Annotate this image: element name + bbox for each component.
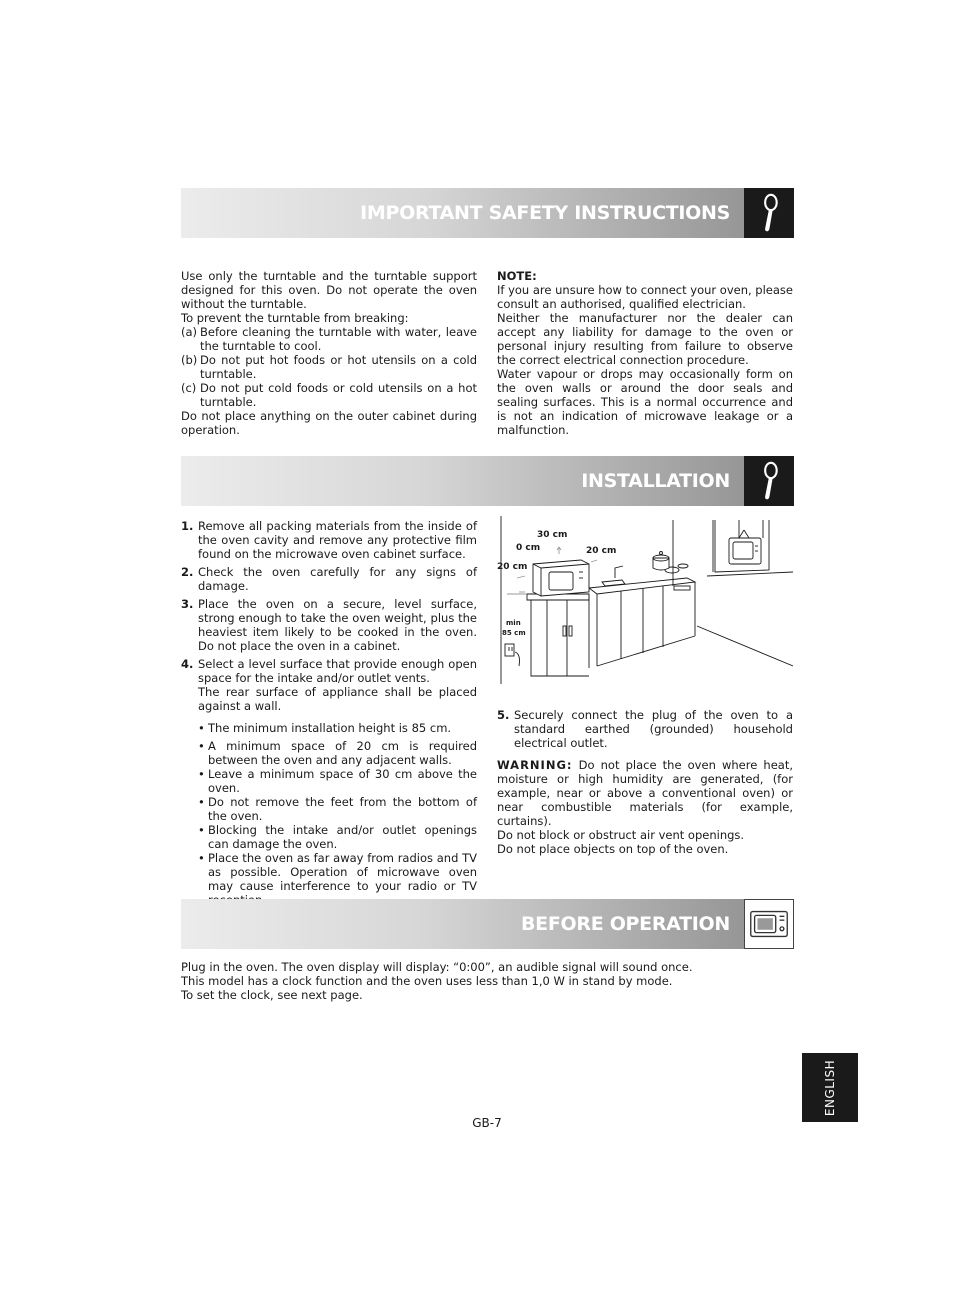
label-left: 20 cm [497,562,528,572]
safety-title: IMPORTANT SAFETY INSTRUCTIONS [360,202,730,224]
step-number: 4. [181,657,194,671]
microwave-icon [744,899,794,949]
step-item [181,597,477,653]
label-left-top: 0 cm [516,543,541,553]
installation-paragraph: Do not block or obstruct air vent openings. [497,828,745,842]
spanner-icon [744,188,794,238]
before-operation-title: BEFORE OPERATION [520,913,730,935]
label-min-value: 85 cm [502,629,526,637]
step-text-block [198,657,477,713]
step-item [497,708,793,750]
installation-paragraph: Do not place objects on top of the oven. [497,842,729,856]
list-marker: (c) [181,381,197,395]
step-text: Remove all packing materials from the inside of the oven cavity and remove any protective film found on the microwave oven cabinet surface. [198,519,477,561]
bullet-marker: • [198,851,205,865]
step-item [181,519,477,561]
label-min: min [506,619,521,627]
installation-illustration [497,516,793,684]
before-line: This model has a clock function and the oven uses less than 1,0 W in stand by mode. [181,974,673,988]
note-title: NOTE: [497,269,537,283]
installation-title: INSTALLATION [581,470,730,492]
language-tab [802,1053,858,1122]
list-text: Before cleaning the turntable with water, leave the turntable to cool. [200,325,477,353]
safety-paragraph: Use only the turntable and the turntable support designed for this oven. Do not operate the oven without the turntable. [181,269,477,311]
safety-right-column [497,269,793,437]
bullet-text: Place the oven as far away from radios and TV as possible. Operation of microwave oven may cause interference to your radio or TV [208,851,477,893]
step-text: Check the oven carefully for any signs of damage. [198,565,477,593]
bullet-text: A minimum space of 20 cm is required between the oven and any adjacent walls. [208,739,477,767]
step-item [181,657,477,713]
safety-banner [181,188,794,238]
list-text: Do not put cold foods or cold utensils on a hot turntable. [200,381,477,409]
bullet-item [198,823,477,851]
spanner-icon [744,456,794,506]
installation-left-column [181,519,477,907]
installation-banner [181,456,794,506]
note-paragraph: Water vapour or drops may occasionally form on the oven walls or around the door seals and sealing surfaces. This is a normal occurrence and is not an indication of microwave leakage or a malfunction. [497,367,793,437]
step-number: 1. [181,519,194,533]
installation-right-column [497,708,793,856]
before-line: Plug in the oven. The oven display will display: “0:00”, an audible signal will sound once. [181,960,693,974]
warning-text: Do not place the oven where heat, moisture or high humidity are generated, (for example, near or above a conventional oven) or near combustible materials (for example, curtains). [497,758,793,828]
bullet-text: Blocking the intake and/or outlet openings can damage the oven. [208,823,477,851]
bullet-text: Do not remove the feet from the bottom of the oven. [208,795,477,823]
warning-paragraph [497,758,793,828]
page-number: GB-7 [472,1116,502,1130]
list-item [181,381,477,409]
note-paragraph: If you are unsure how to connect your oven, please consult an authorised, qualified electrician. [497,283,793,311]
step-number: 3. [181,597,194,611]
bullet-item [198,767,477,795]
list-marker: (a) [181,325,198,339]
step-number: 2. [181,565,194,579]
safety-paragraph: Do not place anything on the outer cabinet during operation. [181,409,477,437]
note-paragraph: Neither the manufacturer nor the dealer can accept any liability for damage to the oven or personal injury resulting from failure to observe the correct electrical connection procedure. [497,311,793,367]
bullet-marker: • [198,823,205,837]
step-text: Select a level surface that provide enough open space for the intake and/or outlet vents. [198,657,477,685]
step-item [181,565,477,593]
step-text: Place the oven on a secure, level surface, strong enough to take the oven weight, plus the heaviest item likely to be cooked in the oven. Do not place the oven in a cabinet. [198,597,477,653]
label-top: 30 cm [537,530,568,540]
before-operation-text [181,960,801,1002]
before-operation-banner [181,899,794,949]
bullet-item [198,739,477,767]
safety-left-column [181,269,477,437]
step-number: 5. [497,708,510,722]
bullet-marker: • [198,767,205,781]
step-text: The rear surface of appliance shall be placed against a wall. [198,685,477,713]
list-item [181,353,477,381]
label-right: 20 cm [586,546,617,556]
bullet-text: Leave a minimum space of 30 cm above the oven. [208,767,477,795]
bullet-text: The minimum installation height is 85 cm. [208,721,452,735]
bullet-marker: • [198,721,205,735]
warning-label: WARNING: [497,758,573,772]
list-text: Do not put hot foods or hot utensils on a cold turntable. [200,353,477,381]
safety-paragraph: To prevent the turntable from breaking: [181,311,409,325]
language-label: ENGLISH [823,1059,837,1116]
before-line: To set the clock, see next page. [181,988,363,1002]
bullet-marker: • [198,795,205,809]
bullet-item [198,721,477,735]
step-text: Securely connect the plug of the oven to a standard earthed (grounded) household electrical outlet. [514,708,793,750]
list-marker: (b) [181,353,198,367]
bullet-marker: • [198,739,205,753]
list-item [181,325,477,353]
bullet-item [198,795,477,823]
